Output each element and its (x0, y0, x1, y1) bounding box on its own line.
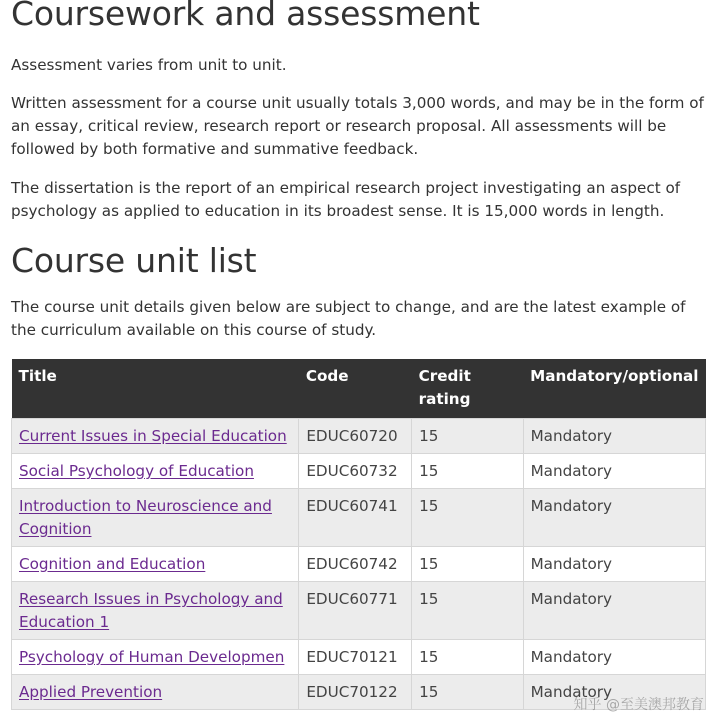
table-row (12, 489, 706, 547)
dissertation-text: The dissertation is the report of an empirical research project investigating an aspect of psychology as applied to education in its broadest sense. It is 15,000 words in length. (11, 179, 681, 220)
assessment-intro-text: Assessment varies from unit to unit. (11, 56, 287, 74)
status-cell: Mandatory (523, 489, 705, 547)
unit-title-link[interactable]: Applied Prevention (19, 683, 163, 701)
credit-cell: 15 (412, 582, 523, 640)
credit-cell: 15 (412, 640, 523, 675)
column-header-credit-rating: Credit rating (412, 359, 523, 419)
column-header-mandatory-optional: Mandatory/optional (523, 359, 705, 419)
status-cell: Mandatory (523, 582, 705, 640)
title-cell (12, 489, 299, 547)
code-cell: EDUC60720 (299, 419, 412, 454)
status-cell: Mandatory (523, 419, 705, 454)
title-cell (12, 640, 299, 675)
table-row (12, 640, 706, 675)
code-cell: EDUC70122 (299, 675, 412, 710)
unit-title-link[interactable]: Current Issues in Special Education (19, 427, 287, 445)
title-cell (12, 547, 299, 582)
unit-title-link[interactable]: Research Issues in Psychology and Education 1 (19, 590, 283, 631)
unit-title-link[interactable]: Social Psychology of Education (19, 462, 254, 480)
status-cell: Mandatory (523, 675, 705, 710)
code-cell: EDUC60741 (299, 489, 412, 547)
title-cell (12, 675, 299, 710)
credit-cell: 15 (412, 419, 523, 454)
unit-title-link[interactable]: Psychology of Human Developmen (19, 648, 285, 666)
table-row (12, 454, 706, 489)
credit-cell: 15 (412, 454, 523, 489)
course-unit-table (11, 359, 706, 710)
table-row (12, 419, 706, 454)
unit-title-link[interactable]: Cognition and Education (19, 555, 206, 573)
table-row (12, 547, 706, 582)
table-row (12, 582, 706, 640)
written-assessment-text: Written assessment for a course unit usually totals 3,000 words, and may be in the form of an essay, critical review, research report or research proposal. All assessments will be followed by both formative and summative feedback. (11, 94, 704, 158)
credit-cell: 15 (412, 675, 523, 710)
credit-cell: 15 (412, 489, 523, 547)
code-cell: EDUC70121 (299, 640, 412, 675)
code-cell: EDUC60732 (299, 454, 412, 489)
status-cell: Mandatory (523, 454, 705, 489)
code-cell: EDUC60742 (299, 547, 412, 582)
status-cell: Mandatory (523, 547, 705, 582)
title-cell (12, 582, 299, 640)
title-cell (12, 419, 299, 454)
unit-title-link[interactable]: Introduction to Neuroscience and Cognition (19, 497, 272, 538)
code-cell: EDUC60771 (299, 582, 412, 640)
watermark: 知乎 @至美澳邦教育 (573, 697, 704, 713)
credit-cell: 15 (412, 547, 523, 582)
column-header-title: Title (12, 359, 299, 419)
status-cell: Mandatory (523, 640, 705, 675)
course-unit-list-heading: Course unit list (11, 241, 257, 280)
course-unit-disclaimer-text: The course unit details given below are subject to change, and are the latest example of the curriculum available on this course of study. (11, 298, 686, 339)
coursework-heading: Coursework and assessment (11, 0, 480, 33)
column-header-code: Code (299, 359, 412, 419)
title-cell (12, 454, 299, 489)
table-header-row (12, 359, 706, 419)
